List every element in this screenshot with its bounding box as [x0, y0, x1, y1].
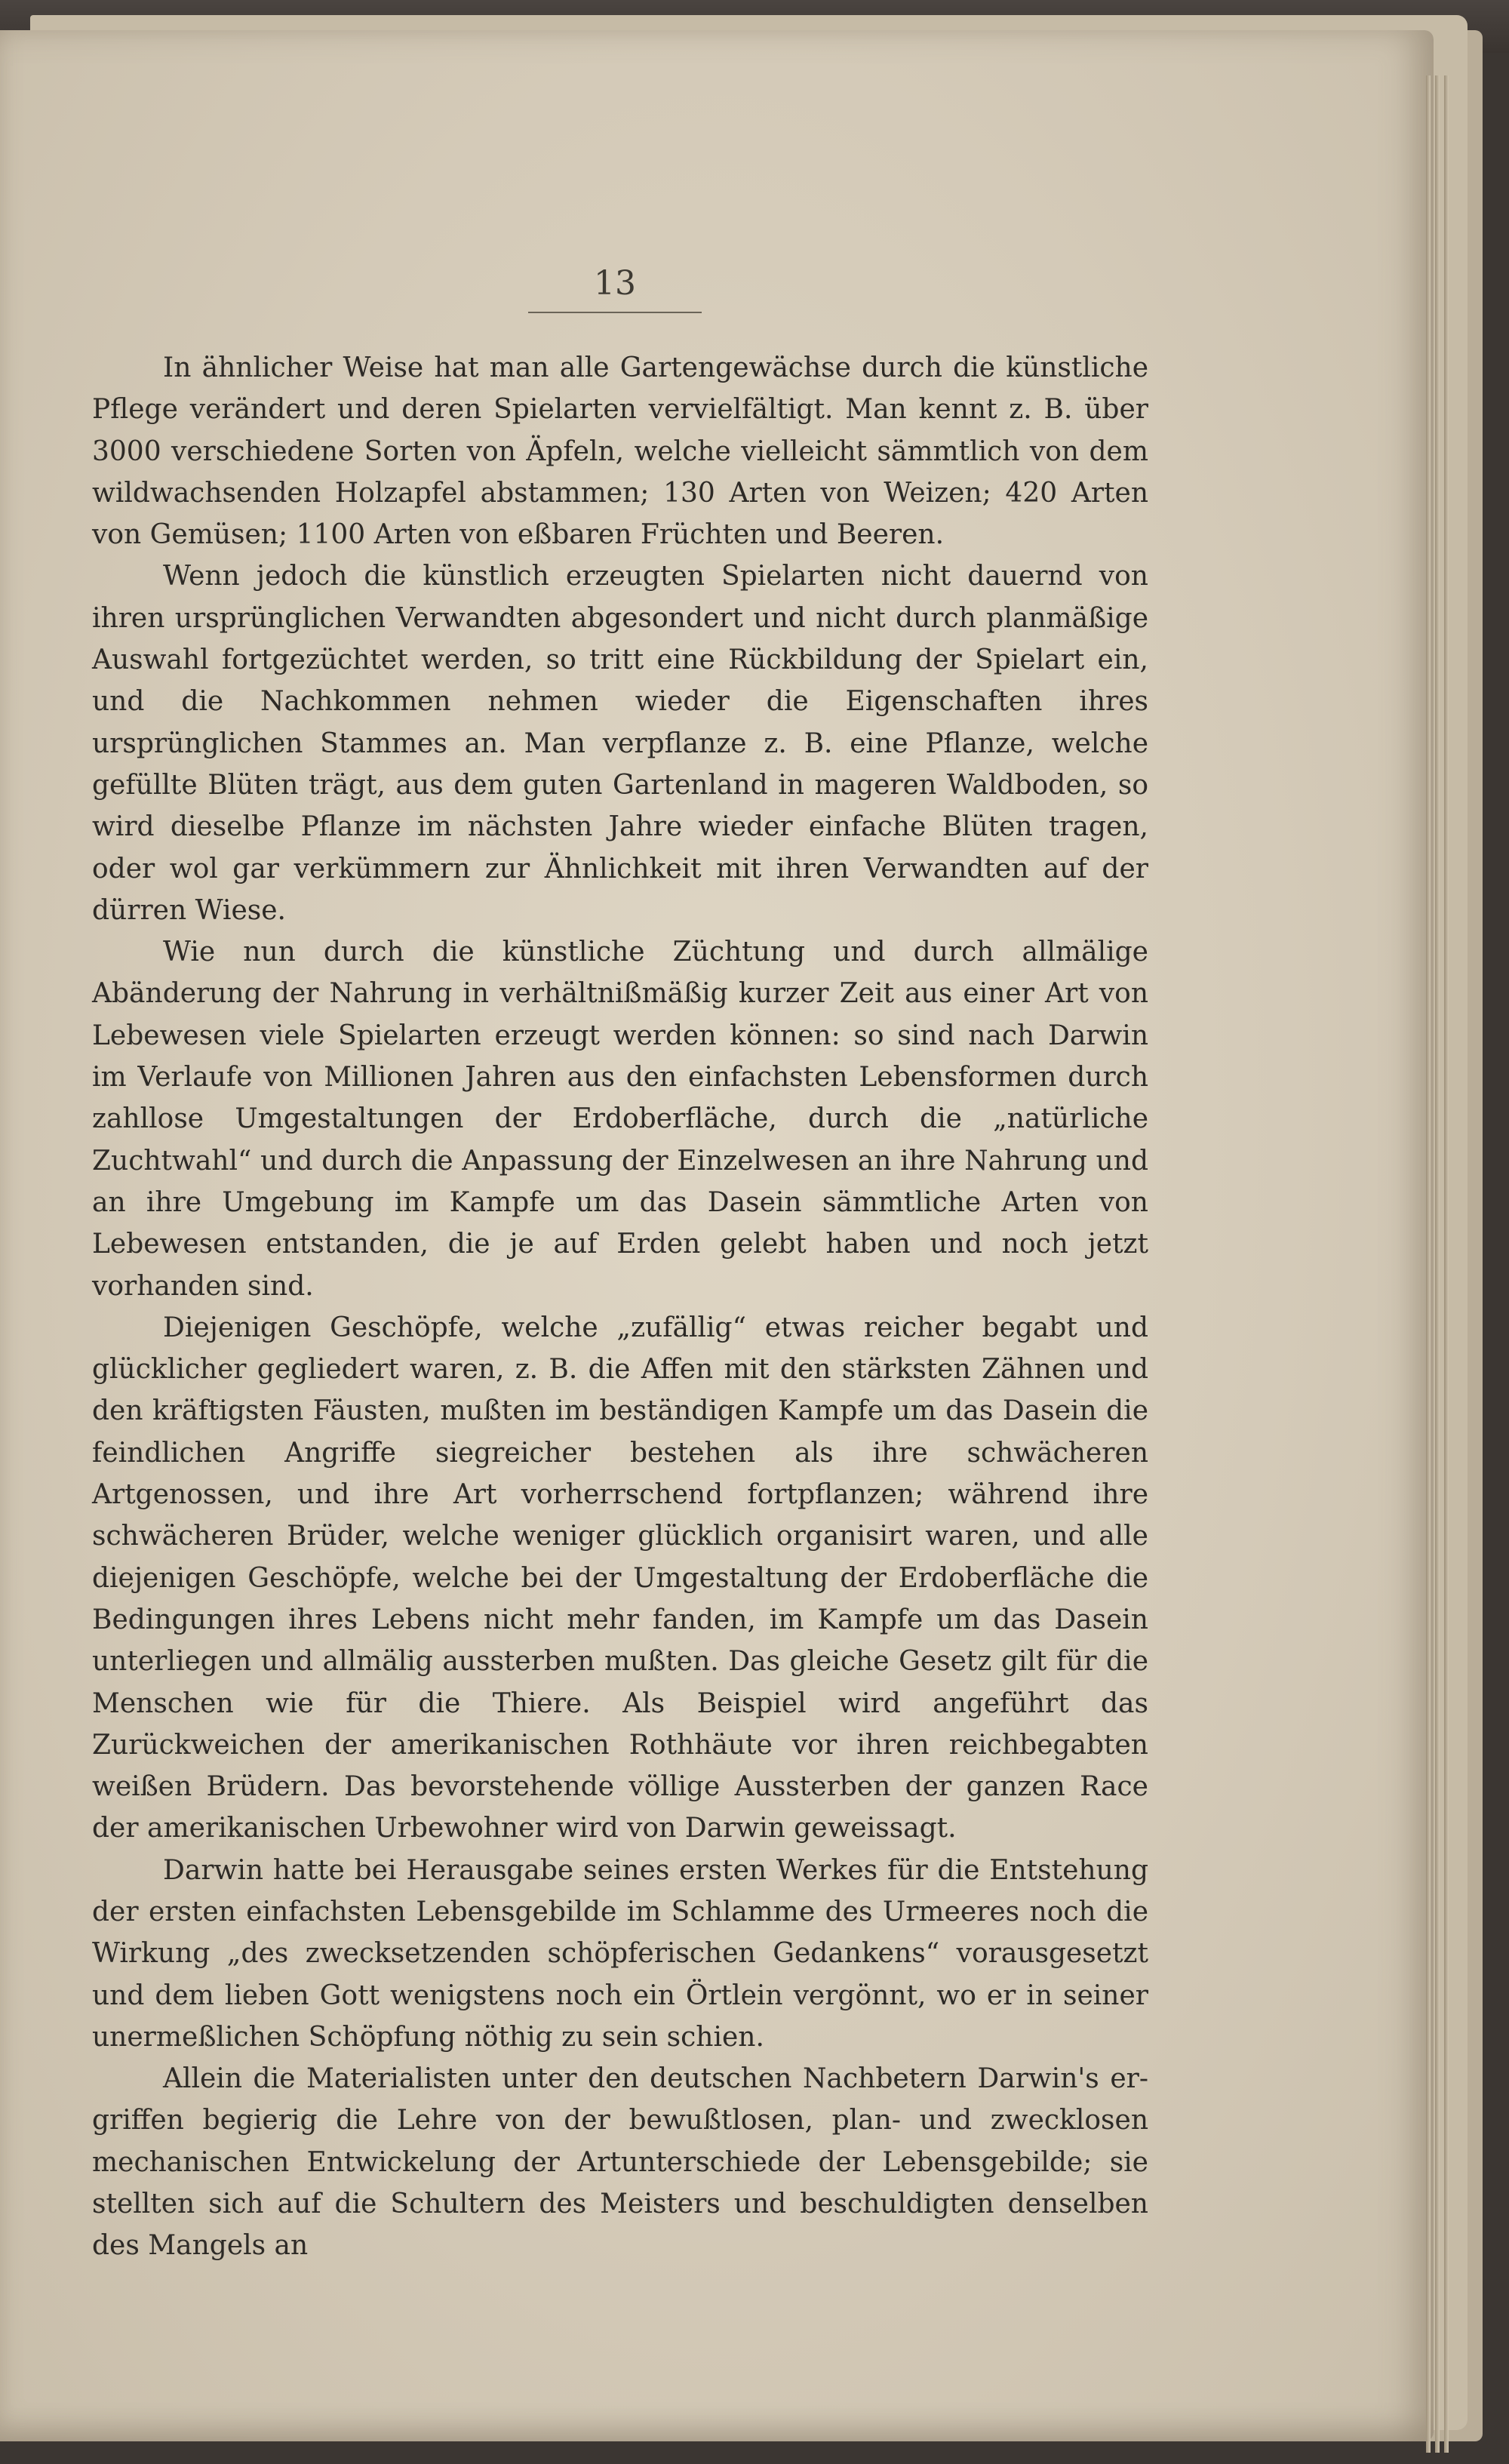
paragraph: Darwin hatte bei Herausgabe seines ersten Werkes für die Entstehung der ersten einfachsten Lebensgebilde im Schlamme des Urmeeres noch die Wirkung „des zwecksetzenden schöpferischen Gedankens“ vorausgesetzt und dem lieben Gott wenigstens noch ein Örtlein vergönnt, wo er in seiner unermeßlichen Schöpfung nöthig zu sein schien.	[92, 1854, 1148, 2053]
page-edge	[1426, 75, 1431, 2453]
paragraph: Wenn jedoch die künstlich erzeugten Spielarten nicht dauernd von ihren ursprünglichen Verwandten abgesondert und nicht durch planmäßige Auswahl fortgezüchtet werden, so tritt eine Rückbildung der Spielart ein, und die Nachkommen nehmen wieder die Eigenschaften ihres ursprünglichen Stammes an. Man verpflanze z. B. eine Pflanze, welche gefüllte Blüten trägt, aus dem guten Gartenland in mageren Waldboden, so wird dieselbe Pflanze im nächsten Jahre wieder einfache Blüten tragen, oder wol gar verkümmern zur Ähnlichkeit mit ihren Verwandten auf der dürren Wiese.	[92, 561, 1148, 926]
paragraph: Allein die Materialisten unter den deutschen Nachbetern Darwin's ergriffen begierig die Lehre von der bewußtlosen, plan- und zwecklosen mechanischen Entwickelung der Artunterschiede der Lebensgebilde; sie stellten sich auf die Schultern des Meisters und beschuldigten denselben des Mangels an	[92, 2063, 1148, 2262]
paragraph: Diejenigen Geschöpfe, welche „zufällig“ etwas reicher begabt und glücklicher gegliedert waren, z. B. die Affen mit den stärksten Zähnen und den kräftigsten Fäusten, mußten im beständigen Kampfe um das Dasein die feindlichen Angriffe siegreicher bestehen als ihre schwächeren Artgenossen, und ihre Art vorherrschend fortpflanzen; während ihre schwächeren Brüder, welche weniger glücklich organisirt waren, und alle diejenigen Geschöpfe, welche bei der Umgestaltung der Erdoberfläche die Bedingungen ihres Lebens nicht mehr fanden, im Kampfe um das Dasein unterliegen und allmälig aussterben mußten. Das gleiche Gesetz gilt für die Menschen wie für die Thiere. Als Beispiel wird angeführt das Zurückweichen der amerikanischen Rothhäute vor ihren reichbegabten weißen Brüdern. Das bevorstehende völlige Aussterben der ganzen Race der amerikanischen Urbewohner wird von Darwin geweissagt.	[92, 1312, 1148, 1844]
paragraph: In ähnlicher Weise hat man alle Gartengewächse durch die künstliche Pflege verändert und deren Spielarten vervielfältigt. Man kennt z. B. über 3000 verschiedene Sorten von Äpfeln, welche vielleicht sämmtlich von dem wildwachsenden Holzapfel abstammen; 130 Arten von Weizen; 420 Arten von Gemüsen; 1100 Arten von eßbaren Früchten und Beeren.	[92, 352, 1148, 551]
page-edge	[1435, 75, 1440, 2453]
body-text	[92, 347, 1148, 2267]
paragraph: Wie nun durch die künstliche Züchtung und durch allmälige Abänderung der Nahrung in verhältnißmäßig kurzer Zeit aus einer Art von Lebewesen viele Spielarten erzeugt werden können: so sind nach Darwin im Verlaufe von Millionen Jahren aus den einfachsten Lebensformen durch zahllose Umgestaltungen der Erdoberfläche, durch die „natürliche Zuchtwahl“ und durch die Anpassung der Einzelwesen an ihre Nahrung und an ihre Umgebung im Kampfe um das Dasein sämmtliche Arten von Lebewesen entstanden, die je auf Erden gelebt haben und noch jetzt vorhanden sind.	[92, 937, 1148, 1302]
book-page	[0, 30, 1434, 2441]
page-edge	[1444, 75, 1449, 2453]
page-number: 13	[528, 264, 702, 313]
